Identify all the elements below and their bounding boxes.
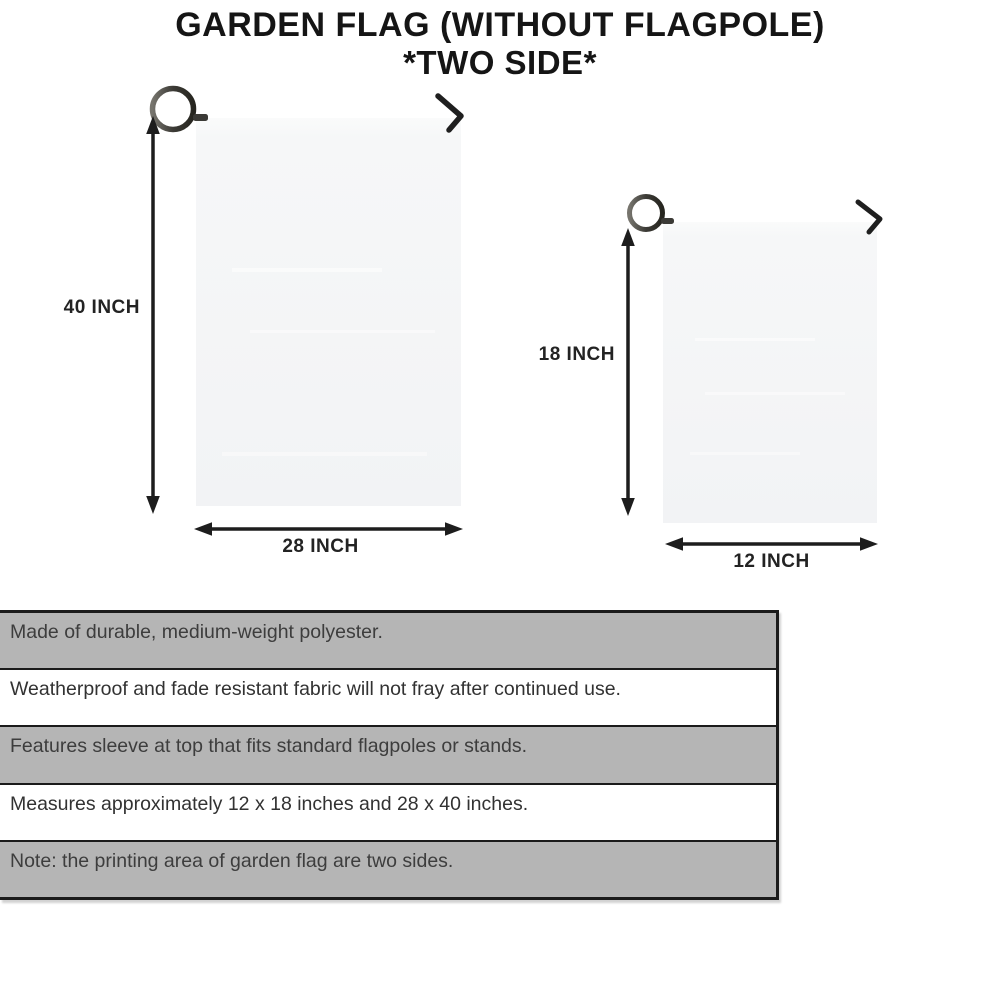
feature-list — [0, 610, 779, 900]
large-flag-panel — [196, 118, 461, 506]
small-width-arrow — [665, 537, 878, 551]
small-flag-height-label: 18 INCH — [538, 344, 615, 365]
feature-row-weatherproof — [0, 670, 776, 727]
title-line-2: *TWO SIDE* — [403, 44, 597, 81]
small-flag-width-label: 12 INCH — [733, 551, 810, 572]
feature-text: Weatherproof and fade resistant fabric will not fray after continued use. — [10, 678, 621, 701]
page-title — [0, 5, 1000, 81]
feature-text: Made of durable, medium-weight polyester. — [10, 621, 383, 643]
title-line-1: GARDEN FLAG (WITHOUT FLAGPOLE) — [175, 6, 825, 44]
feature-text: Features sleeve at top that fits standard flagpoles or stands. — [10, 735, 528, 758]
large-height-arrow — [146, 116, 160, 514]
large-flag-height-label: 40 INCH — [63, 297, 140, 318]
feature-text: Measures approximately 12 x 18 inches and 28 x 40 inches. — [10, 792, 529, 815]
large-flag-sleeve-clip — [193, 114, 208, 121]
small-flagpole-loop — [630, 197, 663, 230]
large-width-arrow — [194, 522, 463, 536]
small-flag-sleeve-clip — [661, 218, 674, 224]
small-flag-panel — [663, 222, 877, 523]
small-flag-diagram — [621, 197, 880, 609]
feature-row-sleeve — [0, 727, 776, 784]
feature-row-polyester — [0, 613, 776, 670]
feature-text: Note: the printing area of garden flag are two sides. — [10, 849, 454, 872]
large-flag-width-label: 28 INCH — [282, 536, 359, 557]
large-flagpole-loop — [153, 89, 194, 130]
small-height-arrow — [621, 228, 635, 516]
feature-row-note — [0, 842, 776, 897]
feature-row-measures — [0, 785, 776, 842]
large-flag-diagram — [146, 89, 463, 611]
